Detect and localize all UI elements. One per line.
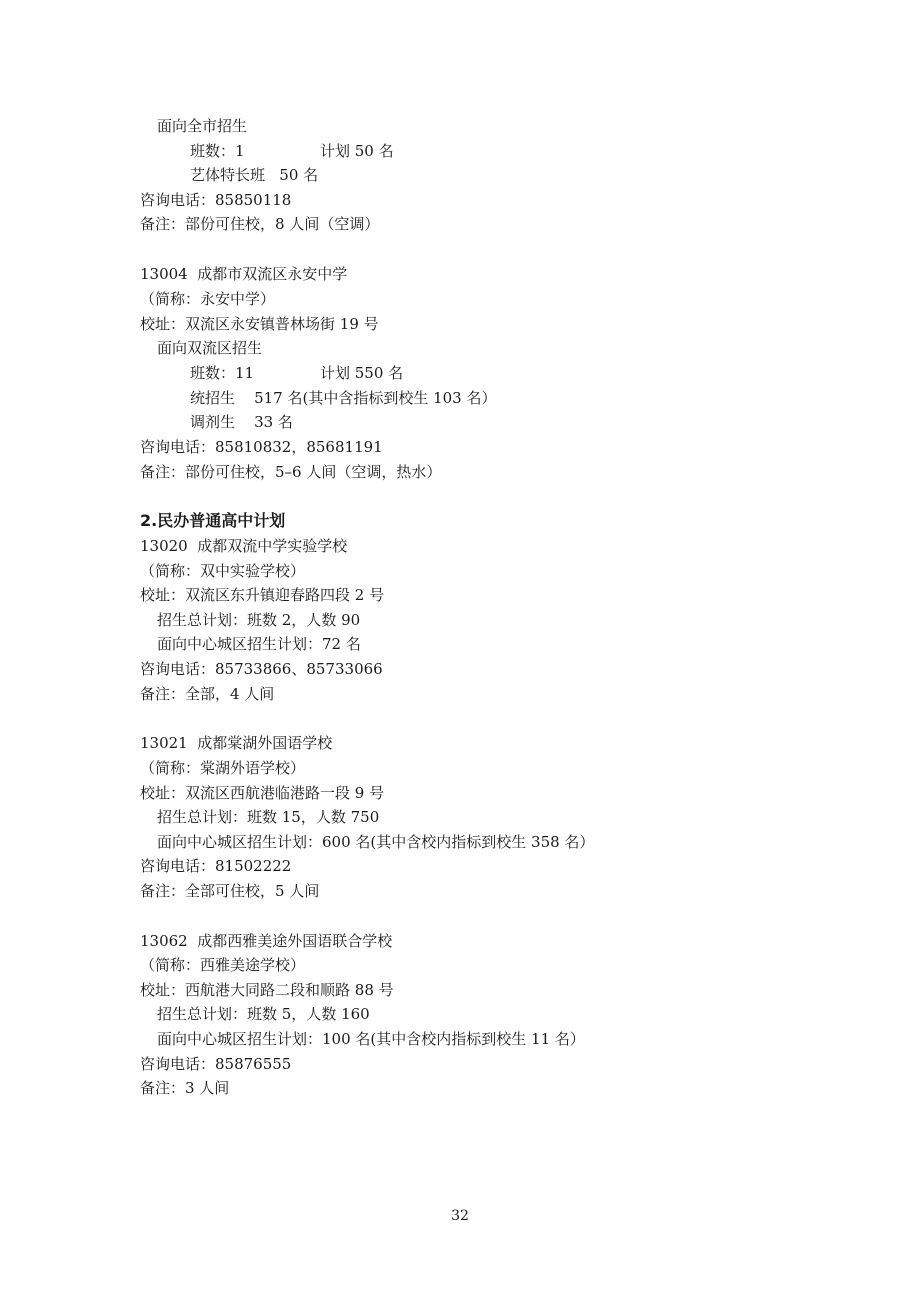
phone: 咨询电话：85733866、85733066	[140, 660, 383, 678]
section-heading: 2.民办普通高中计划	[140, 511, 286, 530]
phone: 咨询电话：81502222	[140, 857, 292, 875]
enrollment-scope: 面向双流区招生	[157, 339, 263, 357]
phone: 咨询电话：85876555	[140, 1055, 292, 1073]
adjusted-enrollment: 调剂生 33 名	[190, 413, 293, 431]
unified-enrollment: 统招生 517 名(其中含指标到校生 103 名）	[190, 389, 497, 407]
phone: 咨询电话：85850118	[140, 191, 292, 209]
school-address: 校址：西航港大同路二段和顺路 88 号	[140, 981, 394, 999]
class-count: 班数：1	[190, 142, 245, 160]
school-short-name: （简称：双中实验学校）	[140, 562, 306, 580]
center-plan: 面向中心城区招生计划：100 名(其中含校内指标到校生 11 名）	[157, 1030, 585, 1048]
school-address: 校址：双流区东升镇迎春路四段 2 号	[140, 586, 385, 604]
center-plan: 面向中心城区招生计划：72 名	[157, 635, 361, 653]
plan-count: 计划 550 名	[320, 364, 404, 382]
art-class: 艺体特长班 50 名	[190, 166, 319, 184]
enrollment-scope: 面向全市招生	[157, 117, 248, 135]
class-count: 班数：11	[190, 364, 255, 382]
school-title: 13021 成都棠湖外国语学校	[140, 734, 333, 752]
note: 备注：3 人间	[140, 1079, 230, 1097]
page-number: 32	[451, 1208, 469, 1224]
note: 备注：部份可住校，5–6 人间（空调，热水）	[140, 463, 442, 481]
note: 备注：部份可住校，8 人间（空调）	[140, 215, 380, 233]
total-plan: 招生总计划：班数 15，人数 750	[157, 808, 380, 826]
note: 备注：全部，4 人间	[140, 685, 275, 703]
school-address: 校址：双流区西航港临港路一段 9 号	[140, 784, 385, 802]
school-address: 校址：双流区永安镇普林场街 19 号	[140, 315, 379, 333]
school-short-name: （简称：永安中学）	[140, 290, 276, 308]
center-plan: 面向中心城区招生计划：600 名(其中含校内指标到校生 358 名）	[157, 833, 595, 851]
plan-count: 计划 50 名	[320, 142, 394, 160]
school-title: 13062 成都西雅美途外国语联合学校	[140, 932, 393, 950]
total-plan: 招生总计划：班数 5，人数 160	[157, 1005, 370, 1023]
school-short-name: （简称：棠湖外语学校）	[140, 759, 306, 777]
school-title: 13020 成都双流中学实验学校	[140, 537, 348, 555]
note: 备注：全部可住校，5 人间	[140, 882, 320, 900]
school-title: 13004 成都市双流区永安中学	[140, 265, 348, 283]
school-short-name: （简称：西雅美途学校）	[140, 956, 306, 974]
phone: 咨询电话：85810832，85681191	[140, 438, 383, 456]
total-plan: 招生总计划：班数 2，人数 90	[157, 611, 361, 629]
